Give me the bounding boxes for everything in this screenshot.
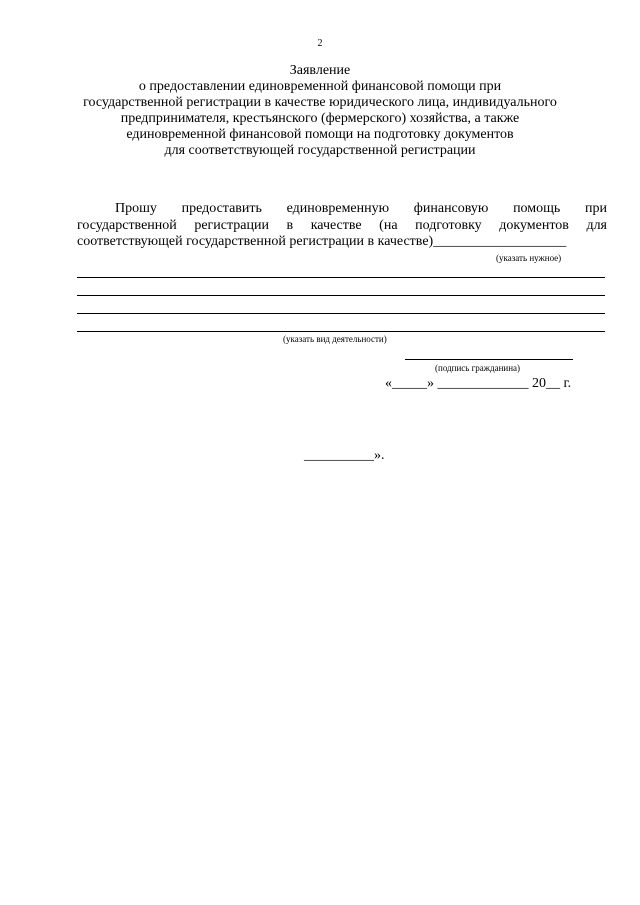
hint-needed: (указать нужное) (496, 253, 562, 263)
signature-hint: (подпись гражданина) (435, 363, 521, 373)
title-line: о предоставлении единовременной финансовой помощи при (138, 79, 502, 94)
request-line-1: Прошу предоставить единовременную финансовую помощь при (115, 201, 607, 216)
closing-line: __________». (304, 448, 385, 463)
fill-line (77, 295, 605, 296)
request-line-2: государственной регистрации в качестве (на подготовку документов для (77, 218, 607, 233)
title-line: для соответствующей государственной регистрации (164, 143, 476, 158)
hint-activity: (указать вид деятельности) (283, 334, 387, 344)
title-heading: Заявление (289, 63, 351, 78)
document-title (0, 63, 640, 159)
signature-line (405, 359, 573, 360)
fill-line (77, 313, 605, 314)
fill-line (77, 331, 605, 332)
signature-date: «_____» _____________ 20__ г. (385, 376, 572, 391)
title-line: единовременной финансовой помощи на подготовку документов (126, 127, 514, 142)
fill-line (77, 277, 605, 278)
title-line: государственной регистрации в качестве юридического лица, индивидуального (83, 95, 557, 110)
title-line: предпринимателя, крестьянского (фермерского) хозяйства, а также (120, 111, 520, 126)
request-line-3: соответствующей государственной регистрации в качестве)___________________ (77, 234, 567, 249)
page-number: 2 (317, 38, 323, 49)
